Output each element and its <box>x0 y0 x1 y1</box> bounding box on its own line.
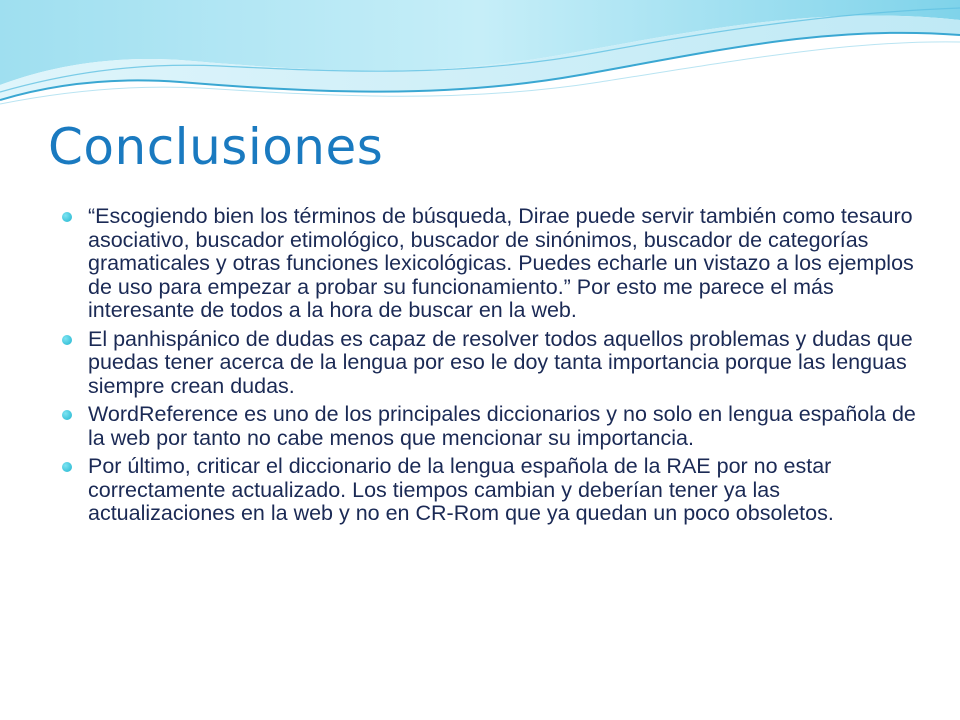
bullet-dot-icon <box>62 335 72 345</box>
bullet-list <box>62 205 918 531</box>
bullet-dot-icon <box>62 410 72 420</box>
bullet-item-wordreference <box>62 403 918 450</box>
header-wave-decoration <box>0 0 960 110</box>
bullet-item-panhispanico <box>62 328 918 399</box>
bullet-text: “Escogiendo bien los términos de búsqueda, Dirae puede servir también como tesauro asociativo, buscador etimológico, buscador de sinónimos, buscador de categorías gramaticales y otras funciones lexicológicas. Puedes echarle un vistazo a los ejemplos de uso para empezar a probar su funcionamiento.” Por esto me parece el más interesante de todos a la hora de buscar en la web. <box>88 204 914 322</box>
slide-title: Conclusiones <box>48 118 384 176</box>
bullet-item-dirae <box>62 205 918 323</box>
bullet-text: WordReference es uno de los principales diccionarios y no solo en lengua española de la web por tanto no cabe menos que mencionar su importancia. <box>88 402 916 450</box>
bullet-dot-icon <box>62 462 72 472</box>
bullet-text: Por último, criticar el diccionario de la lengua española de la RAE por no estar correctamente actualizado. Los tiempos cambian y deberían tener ya las actualizaciones en la web y no en CR-Rom que ya quedan un poco obsoletos. <box>88 454 834 525</box>
bullet-text: El panhispánico de dudas es capaz de resolver todos aquellos problemas y dudas que puedas tener acerca de la lengua por eso le doy tanta importancia porque las lenguas siempre crean dudas. <box>88 326 913 398</box>
bullet-dot-icon <box>62 212 72 222</box>
bullet-item-rae <box>62 455 918 526</box>
